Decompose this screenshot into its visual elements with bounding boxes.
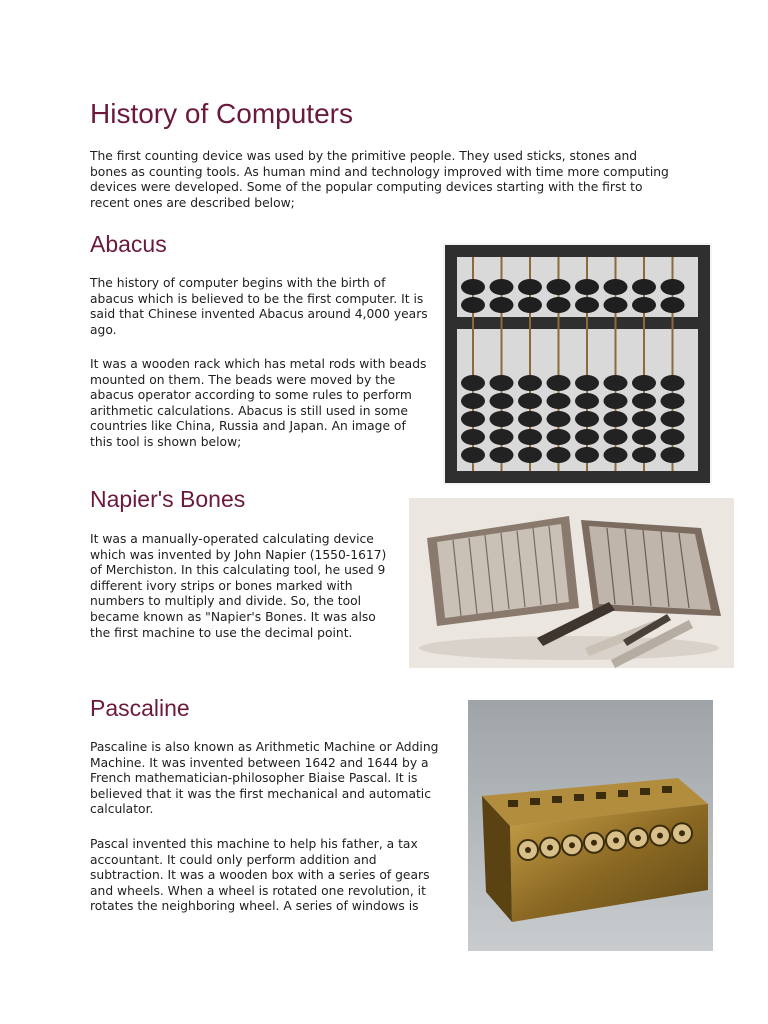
abacus-image <box>443 243 712 485</box>
abacus-paragraph-1: The history of computer begins with the birth of abacus which is believed to be the first computer. It is said that Chinese invented Abacus around 4,000 years ago. <box>90 276 428 337</box>
napiers-bones-image <box>409 498 734 668</box>
napiers-bones-heading: Napier's Bones <box>90 486 246 512</box>
page-title: History of Computers <box>90 98 353 129</box>
abacus-heading: Abacus <box>90 231 167 257</box>
intro-paragraph: The first counting device was used by the primitive people. They used sticks, stones and bones as counting tools. As human mind and technology improved with time more computing devices were developed. Some of the popular computing devices starting with the first to recent ones are described below; <box>90 149 669 210</box>
pascaline-image <box>468 700 713 951</box>
abacus-paragraph-2: It was a wooden rack which has metal rods with beads mounted on them. The beads were moved by the abacus operator according to some rules to perform arithmetic calculations. Abacus is still used in some countries like China, Russia and Japan. An image of this tool is shown below; <box>90 357 427 449</box>
napiers-bones-paragraph: It was a manually-operated calculating device which was invented by John Napier (1550-1617) of Merchiston. In this calculating tool, he used 9 different ivory strips or bones marked with numbers to multiply and divide. So, the tool became known as "Napier's Bones. It was also the first machine to use the decimal point. <box>90 532 387 640</box>
pascaline-heading: Pascaline <box>90 695 190 721</box>
pascaline-paragraph-2: Pascal invented this machine to help his father, a tax accountant. It could only perform addition and subtraction. It was a wooden box with a series of gears and wheels. When a wheel is rotated one revolution, it rotates the neighboring wheel. A series of windows is <box>90 837 430 914</box>
pascaline-paragraph-1: Pascaline is also known as Arithmetic Machine or Adding Machine. It was invented between 1642 and 1644 by a French mathematician-philosopher Biaise Pascal. It is believed that it was the first mechanical and automatic calculator. <box>90 740 439 817</box>
